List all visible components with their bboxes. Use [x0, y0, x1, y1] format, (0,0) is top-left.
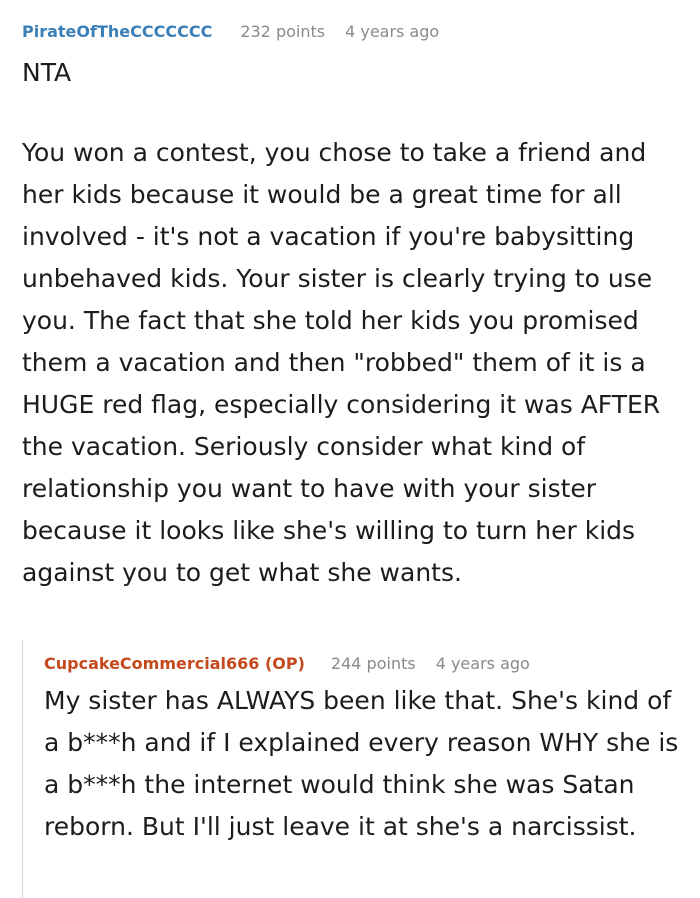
- reply-points: 244 points: [330, 653, 416, 673]
- comment-paragraph: You won a contest, you chose to take a friend and her kids because it would be a great time for all involved - it's not a vacation if you're babysitting unbehaved kids. Your sister is clearly trying to use you. The fact that she told her kids you promised them a vacation and then "robbed" them of it is a HUGE red flag, especially considering it was AFTER the vacation. Seriously consider what kind of relationship you want to have with your sister because it looks like she's willing to turn her kids against you to get what she wants.: [22, 138, 661, 587]
- reply-body: [44, 680, 684, 848]
- reply-author-link[interactable]: CupcakeCommercial666 (OP): [44, 653, 305, 673]
- comment-meta: [22, 18, 439, 44]
- reply-comment: [22, 640, 700, 898]
- reply-timestamp: 4 years ago: [435, 653, 530, 673]
- comment-points: 232 points: [240, 21, 326, 41]
- reply-paragraph: My sister has ALWAYS been like that. She's kind of a b***h and if I explained every reason WHY she is a b***h the internet would think she was Satan reborn. But I'll just leave it at she's a narcissist.: [44, 686, 679, 841]
- comment-body-verdict: [22, 52, 682, 94]
- comment-timestamp: 4 years ago: [345, 21, 440, 41]
- comment-paragraph: NTA: [22, 58, 72, 87]
- reply-meta: [44, 650, 530, 676]
- comment-body: [22, 132, 682, 594]
- comment-author-link[interactable]: PirateOfTheCCCCCCC: [22, 21, 213, 41]
